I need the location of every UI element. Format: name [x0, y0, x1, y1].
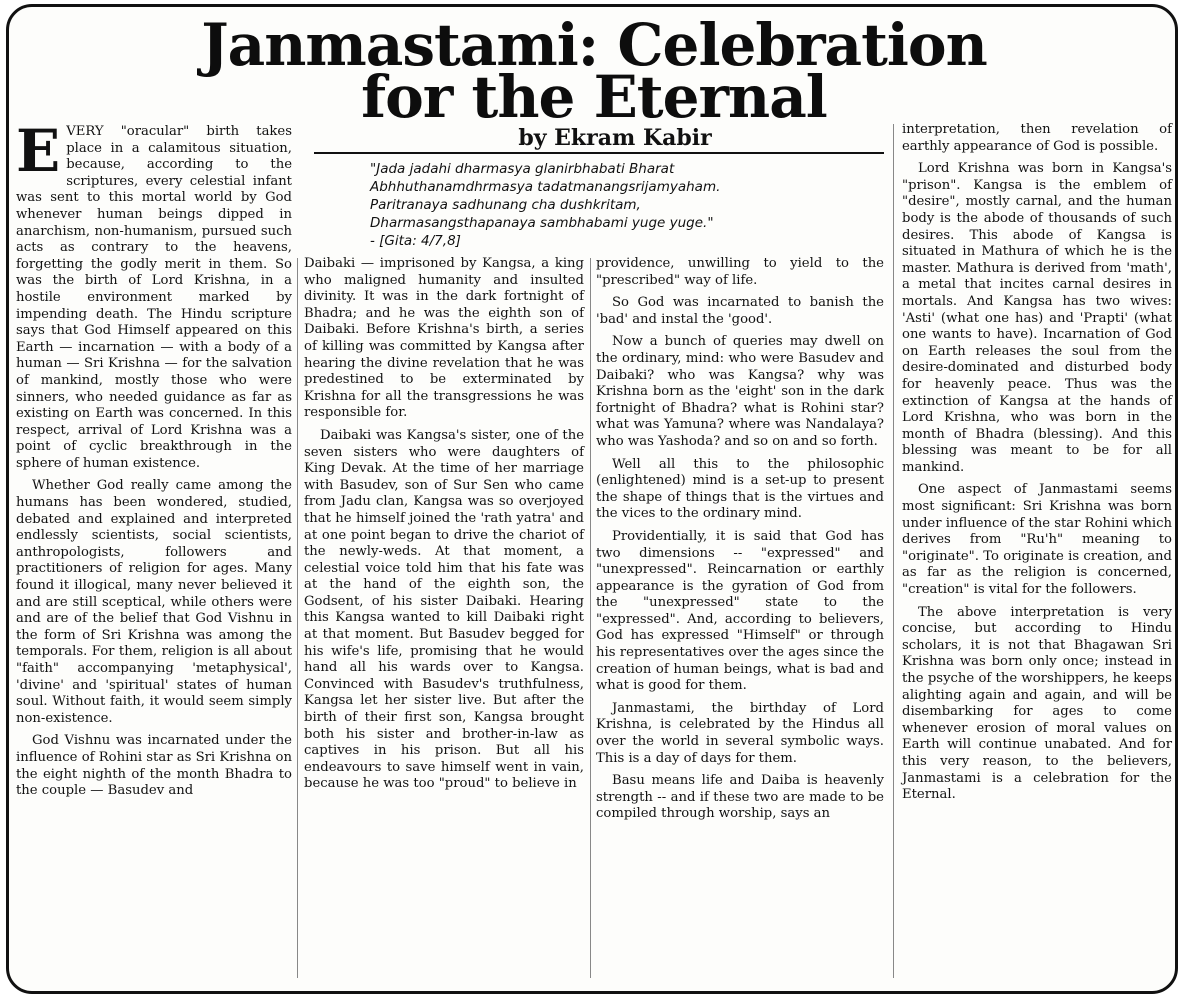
- paragraph: Janmastami, the birthday of Lord Krishna, is celebrated by the Hindus all over the world in several symbolic ways. This is a day of days for them.: [596, 700, 884, 766]
- byline: by Ekram Kabir: [518, 125, 712, 151]
- quote-line: Dharmasangsthapanaya sambhabami yuge yuge.": [370, 215, 714, 231]
- article-column-4: [902, 122, 1172, 810]
- quote-line: "Jada jadahi dharmasya glanirbhabati Bharat: [370, 161, 675, 177]
- column-divider: [297, 258, 298, 978]
- paragraph: So God was incarnated to banish the 'bad' and instal the 'good'.: [596, 295, 884, 327]
- article-column-3: [596, 256, 884, 829]
- drop-cap: E: [16, 117, 61, 185]
- column-divider: [590, 258, 591, 978]
- paragraph: Whether God really came among the humans has been wondered, studied, debated and explained and interpreted endlessly scientists, social scientists, anthropologists, followers and practitioners of religion for ages. Many found it illogical, many never believed it and are still sceptical, while others were and are of the belief that God Vishnu in the form of Sri Krishna was among the temporals. For them, religion is all about "faith" accompanying 'metaphysical', 'divine' and 'spiritual' states of human soul. Without faith, it would seem simply non-existence.: [16, 478, 292, 726]
- paragraph: VERY "oracular" birth takes place in a calamitous situation, because, according to the scriptures, every celestial infant was sent to this mortal world by God whenever human beings dipped in anarchism, non-humanism, pursued such acts as contrary to the heavens, forgetting the godly merit in them. So was the birth of Lord Krishna, in a hostile environment marked by impending death. The Hindu scripture says that God Himself appeared on this Earth — incarnation — with a body of a human — Sri Krishna — for the salvation of mankind, mostly those who were sinners, who needed guidance as far as existing on Earth was concerned. In this respect, arrival of Lord Krishna was a point of cyclic breakthrough in the sphere of human existence.: [16, 124, 292, 471]
- quote-rule: [314, 152, 884, 154]
- headline-line-1: Janmastami: Celebration: [201, 11, 987, 79]
- column-divider: [893, 124, 894, 978]
- paragraph: Providentially, it is said that God has two dimensions -- "expressed" and "unexpressed". Reincarnation or earthly appearance is the gyration of God from the "unexpressed" state to the "expressed". And, according to believers, God has expressed "Himself" or through his representatives over the ages since the creation of human beings, what is bad and what is good for them.: [596, 528, 884, 694]
- headline-line-2: for the Eternal: [361, 63, 827, 131]
- paragraph: Lord Krishna was born in Kangsa's "prison". Kangsa is the emblem of "desire", mostly carnal, and the human body is the abode of thousands of such desires. This abode of Kangsa is situated in Mathura of which he is the master. Mathura is derived from 'math', a metal that incites carnal desires in mortals. And Kangsa has two wives: 'Asti' (what one has) and 'Prapti' (what one wants to have). Incarnation of God on Earth releases the soul from the desire-dominated and disturbed body for heavenly peace. Thus was the extinction of Kangsa at the hands of Lord Krishna, who was born in the month of Bhadra (blessing). And this blessing was meant to be for all mankind.: [902, 161, 1172, 475]
- quote-line: Abhhuthanamdhrmasya tadatmanangsrijamyaham.: [370, 179, 721, 195]
- paragraph: providence, unwilling to yield to the "prescribed" way of life.: [596, 256, 884, 288]
- article-column-2: [304, 256, 584, 799]
- paragraph: Basu means life and Daiba is heavenly strength -- and if these two are made to be compiled through worship, says an: [596, 773, 884, 822]
- paragraph: One aspect of Janmastami seems most significant: Sri Krishna was born under influence of the star Rohini which derives from "Ru'h" meaning to "originate". To originate is creation, and as far as the religion is concerned, "creation" is vital for the followers.: [902, 482, 1172, 598]
- paragraph: interpretation, then revelation of earthly appearance of God is possible.: [902, 122, 1172, 154]
- article-column-1: [16, 117, 292, 806]
- paragraph: The above interpretation is very concise, but according to Hindu scholars, it is not that Bhagawan Sri Krishna was born only once; instead in the psyche of the worshippers, he keeps alighting again and again, and will be disembarking for ages to come whenever erosion of moral values on Earth will continue unabated. And for this very reason, to the believers, Janmastami is a celebration for the Eternal.: [902, 604, 1172, 803]
- quote-line: Paritranaya sadhunang cha dushkritam,: [370, 197, 641, 213]
- paragraph: Well all this to the philosophic (enlightened) mind is a set-up to present the shape of things that is the virtues and the vices to the ordinary mind.: [596, 456, 884, 522]
- paragraph: God Vishnu was incarnated under the influence of Rohini star as Sri Krishna on the eight nighth of the month Bhadra to the couple — Basudev and: [16, 733, 292, 799]
- gita-quote: [370, 160, 880, 250]
- quote-citation: - [Gita: 4/7,8]: [370, 233, 461, 249]
- paragraph: Now a bunch of queries may dwell on the ordinary, mind: who were Basudev and Daibaki? who was Kangsa? why was Krishna born as the 'eight' son in the dark fortnight of Bhadra? what is Rohini star? what was Yamuna? where was Nandalaya? who was Yashoda? and so on and so forth.: [596, 334, 884, 449]
- paragraph: Daibaki was Kangsa's sister, one of the seven sisters who were daughters of King Devak. At the time of her marriage with Basudev, son of Sur Sen who came from Jadu clan, Kangsa was so overjoyed that he himself joined the 'rath yatra' and at one point began to drive the chariot of the newly-weds. At that moment, a celestial voice told him that his fate was at the hand of the eighth son, the Godsent, of his sister Daibaki. Hearing this Kangsa wanted to kill Daibaki right at that moment. But Basudev begged for his wife's life, promising that he would hand all his wards over to Kangsa. Convinced with Basudev's truthfulness, Kangsa let her sister live. But after the birth of their first son, Kangsa brought both his sister and brother-in-law as captives in his prison. But all his endeavours to save himself went in vain, because he was too "proud" to believe in: [304, 427, 584, 792]
- paragraph: Daibaki — imprisoned by Kangsa, a king who maligned humanity and insulted divinity. It was in the dark fortnight of Bhadra; and he was the eighth son of Daibaki. Before Krishna's birth, a series of killing was committed by Kangsa after hearing the divine revelation that he was predestined to be exterminated by Krishna for all the transgressions he was responsible for.: [304, 256, 584, 421]
